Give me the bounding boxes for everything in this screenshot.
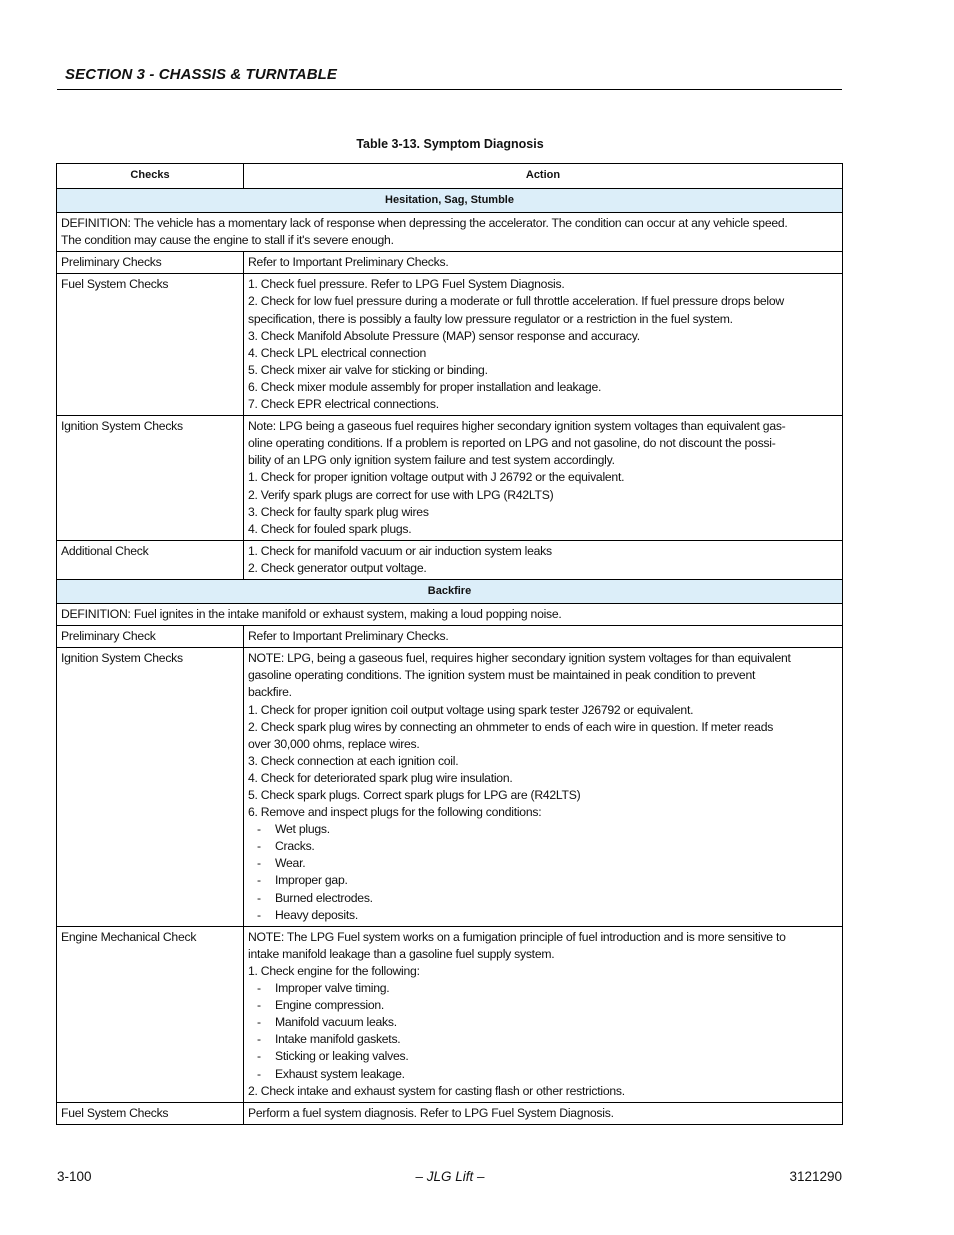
action-line: 5. Check spark plugs. Correct spark plugs for LPG are (R42LTS) [248,788,581,802]
sub-item-text: Manifold vacuum leaks. [275,1015,397,1030]
document-number: 3121290 [789,1169,842,1184]
symptom-diagnosis-table [56,163,843,1125]
action-line: 3. Check for faulty spark plug wires [248,504,429,519]
dash-bullet: - [257,856,261,871]
sub-item [248,872,837,889]
action-line: Perform a fuel system diagnosis. Refer to LPG Fuel System Diagnosis. [248,1105,614,1120]
table-row [57,416,843,541]
sub-item-text: Engine compression. [275,998,385,1013]
dash-bullet: - [257,1015,261,1030]
column-header-action: Action [244,164,843,189]
definition-line: DEFINITION: The vehicle has a momentary lack of response when depressing the accelerator. The condition can occur at any vehicle speed. [61,216,788,231]
definition-line: DEFINITION: Fuel ignites in the intake manifold or exhaust system, making a loud popping noise. [61,607,562,622]
dash-bullet: - [257,890,261,905]
check-cell: Fuel System Checks [57,274,244,416]
sub-item [248,907,837,924]
footer-brand: – JLG Lift – [415,1169,485,1184]
sub-item [248,890,837,907]
dash-bullet: - [257,1032,261,1047]
sub-item-text: Wear. [275,856,306,871]
action-line: bility of an LPG only ignition system failure and test system accordingly. [248,453,615,468]
action-line: 4. Check LPL electrical connection [248,345,427,360]
action-line: intake manifold leakage than a gasoline fuel supply system. [248,946,555,961]
section-title: SECTION 3 - CHASSIS & TURNTABLE [65,66,338,83]
group-header-row [57,189,843,213]
definition-row [57,213,843,252]
section-header [57,64,842,90]
dash-bullet: - [257,839,261,854]
table-row [57,626,843,648]
action-line: Refer to Important Preliminary Checks. [248,255,449,270]
table-row [57,540,843,579]
dash-bullet: - [257,1066,261,1081]
definition-cell [57,604,843,626]
action-line: Refer to Important Preliminary Checks. [248,629,449,644]
action-line: 1. Check engine for the following: [248,963,420,978]
action-line: 2. Check intake and exhaust system for casting flash or other restrictions. [248,1083,625,1098]
dash-bullet: - [257,907,261,922]
sub-item [248,997,837,1014]
sub-item [248,821,837,838]
action-line: gasoline operating conditions. The ignition system must be maintained in peak condition to prevent [248,668,756,683]
action-cell [244,926,843,1102]
action-line: 1. Check for manifold vacuum or air induction system leaks [248,543,552,558]
action-line: 1. Check for proper ignition voltage output with J 26792 or the equivalent. [248,470,625,485]
table-body [57,189,843,1125]
action-cell [244,648,843,927]
sub-item-text: Improper valve timing. [275,981,390,996]
action-line: 1. Check fuel pressure. Refer to LPG Fuel System Diagnosis. [248,277,565,292]
check-cell: Preliminary Checks [57,252,244,274]
check-cell: Additional Check [57,540,244,579]
dash-bullet: - [257,873,261,888]
group-title: Backfire [57,579,843,603]
action-line: 4. Check for fouled spark plugs. [248,521,412,536]
sub-item-text: Cracks. [275,839,315,854]
sub-item [248,1031,837,1048]
sub-item-text: Improper gap. [275,873,348,888]
sub-item [248,1048,837,1065]
check-cell: Preliminary Check [57,626,244,648]
action-cell [244,274,843,416]
action-line: 3. Check Manifold Absolute Pressure (MAP) sensor response and accuracy. [248,328,640,343]
check-cell: Ignition System Checks [57,648,244,927]
check-cell: Ignition System Checks [57,416,244,541]
sub-item-text: Sticking or leaking valves. [275,1049,409,1064]
action-cell [244,1102,843,1124]
table-row [57,926,843,1102]
definition-line: The condition may cause the engine to stall if it's severe enough. [61,233,394,248]
dash-bullet: - [257,998,261,1013]
action-line: NOTE: LPG, being a gaseous fuel, requires higher secondary ignition system voltages for than equivalent [248,651,791,666]
action-line: 6. Check mixer module assembly for proper installation and leakage. [248,379,602,394]
action-cell [244,626,843,648]
definition-row [57,604,843,626]
action-line: backfire. [248,685,292,700]
table-row [57,252,843,274]
table-title: Table 3-13. Symptom Diagnosis [356,137,544,151]
dash-bullet: - [257,1049,261,1064]
table-row [57,1102,843,1124]
table-row [57,648,843,927]
column-header-checks: Checks [57,164,244,189]
action-line: 3. Check connection at each ignition coil. [248,753,459,768]
sub-item-text: Burned electrodes. [275,890,373,905]
sub-item [248,1066,837,1083]
action-line: 1. Check for proper ignition coil output voltage using spark tester J26792 or equivalent. [248,702,694,717]
action-line: 7. Check EPR electrical connections. [248,397,439,412]
check-cell: Engine Mechanical Check [57,926,244,1102]
action-line: 4. Check for deteriorated spark plug wire insulation. [248,770,513,785]
action-line: 2. Check spark plug wires by connecting an ohmmeter to ends of each wire in question. If meter reads [248,719,774,734]
page-number: 3-100 [57,1169,92,1184]
sub-item-text: Wet plugs. [275,822,330,837]
action-line: over 30,000 ohms, replace wires. [248,736,420,751]
dash-bullet: - [257,822,261,837]
sub-item [248,855,837,872]
action-line: 6. Remove and inspect plugs for the following conditions: [248,805,542,820]
sub-item-text: Intake manifold gaskets. [275,1032,401,1047]
action-cell [244,416,843,541]
sub-item [248,980,837,997]
table-header-row [57,164,843,189]
sub-item-text: Heavy deposits. [275,907,358,922]
table-row [57,274,843,416]
check-cell: Fuel System Checks [57,1102,244,1124]
action-line: 5. Check mixer air valve for sticking or binding. [248,362,488,377]
action-line: 2. Check generator output voltage. [248,560,427,575]
action-line: Note: LPG being a gaseous fuel requires higher secondary ignition system voltages than equivalent gas- [248,419,786,434]
group-header-row [57,579,843,603]
group-title: Hesitation, Sag, Stumble [57,189,843,213]
action-line: NOTE: The LPG Fuel system works on a fumigation principle of fuel introduction and is more sensitive to [248,929,786,944]
sub-item [248,838,837,855]
action-cell [244,252,843,274]
action-line: 2. Verify spark plugs are correct for use with LPG (R42LTS) [248,487,554,502]
dash-bullet: - [257,981,261,996]
action-cell [244,540,843,579]
definition-cell [57,213,843,252]
sub-item [248,1014,837,1031]
action-line: oline operating conditions. If a problem is reported on LPG and not gasoline, do not discount the possi- [248,436,776,451]
action-line: specification, there is possibly a faulty low pressure regulator or a restriction in the fuel system. [248,311,733,326]
action-line: 2. Check for low fuel pressure during a moderate or full throttle acceleration. If fuel pressure drops below [248,294,784,309]
sub-item-text: Exhaust system leakage. [275,1066,405,1081]
